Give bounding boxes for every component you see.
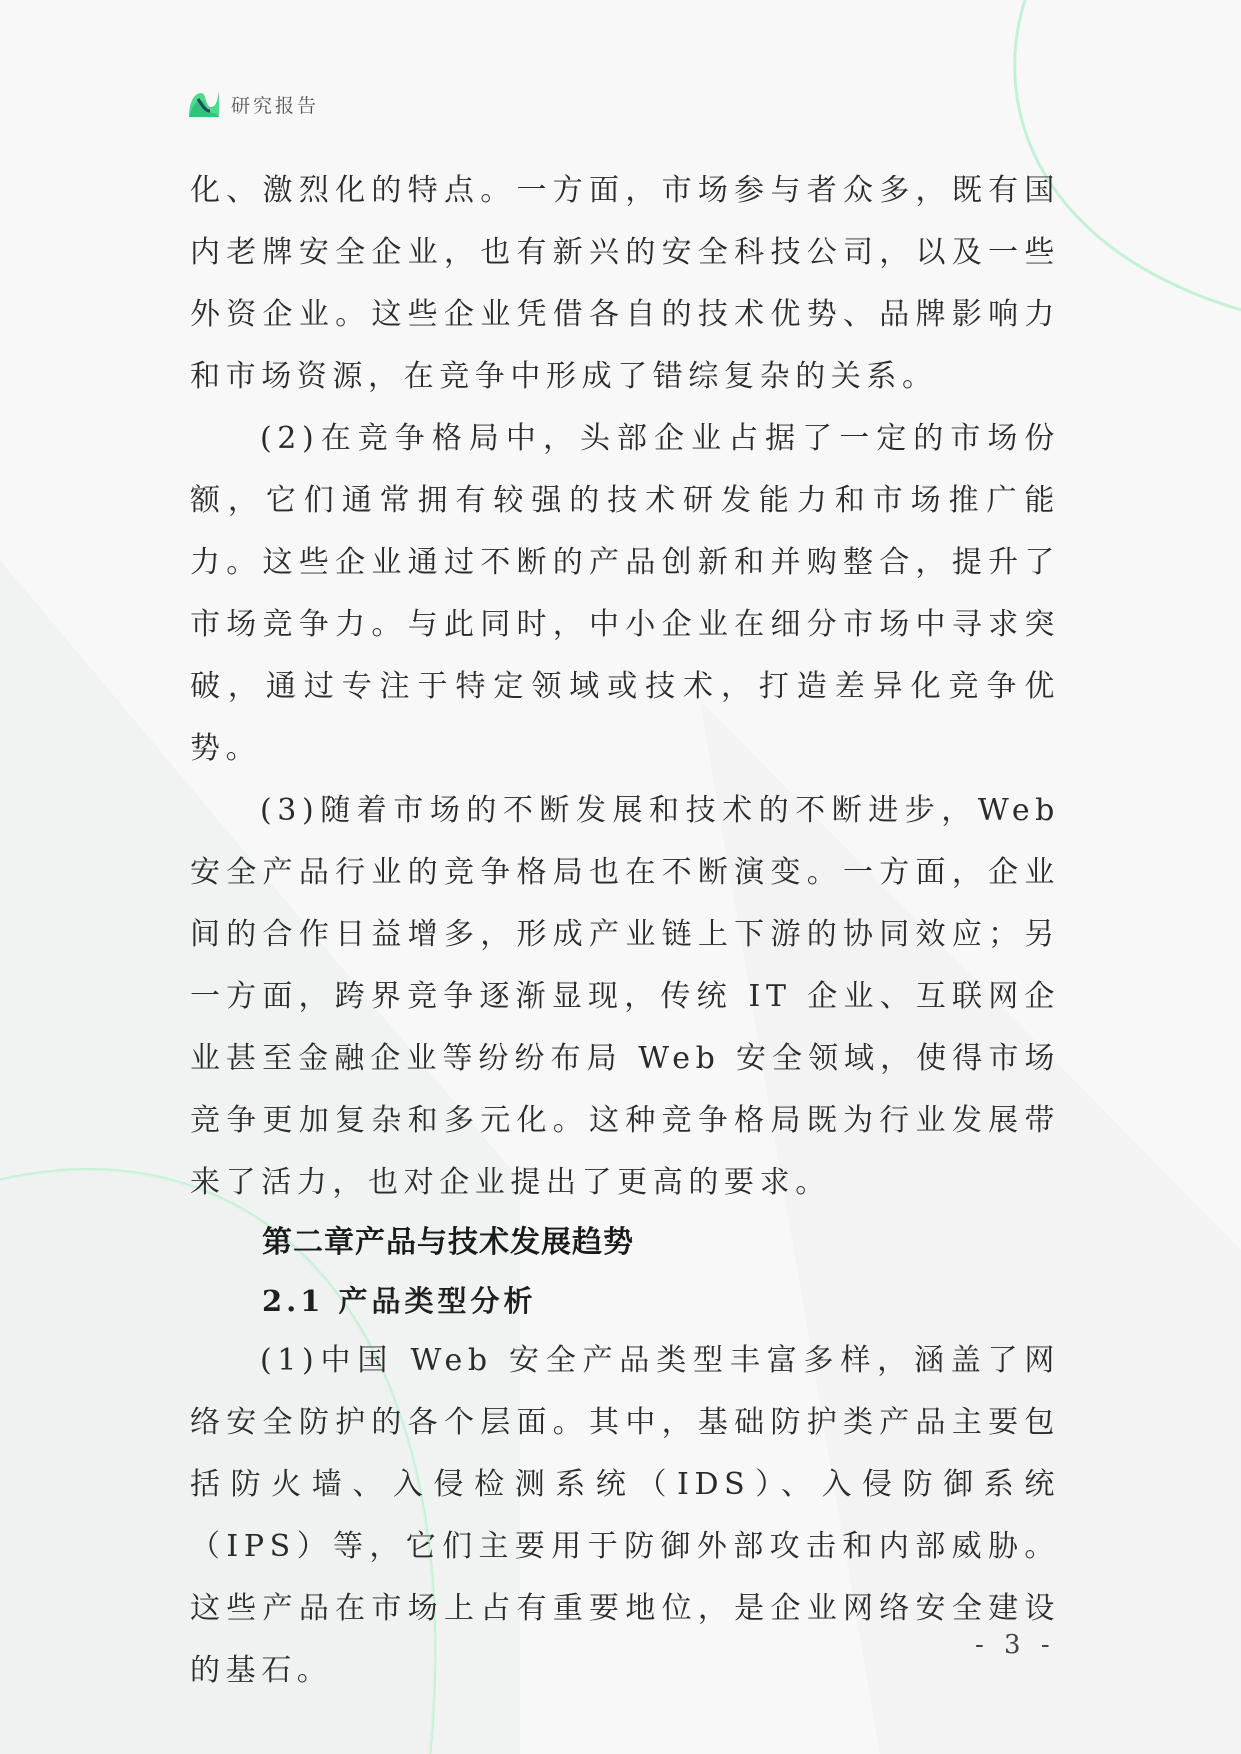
chapter-title: 第二章产品与技术发展趋势 bbox=[262, 1225, 634, 1260]
brand-logo-icon bbox=[185, 87, 223, 121]
paragraph-2: (2)在竞争格局中，头部企业占据了一定的市场份额，它们通常拥有较强的技术研发能力和市场推广能力。这些企业通过不断的产品创新和并购整合，提升了市场竞争力。与此同时，中小企业在细分市场中寻求突破，通过专注于特定领域或技术，打造差异化竞争优势。 bbox=[190, 421, 1060, 766]
paragraph-continuation: 化、激烈化的特点。一方面，市场参与者众多，既有国内老牌安全企业，也有新兴的安全科技公司，以及一些外资企业。这些企业凭借各自的技术优势、品牌影响力和市场资源，在竞争中形成了错综复杂的关系。 bbox=[190, 173, 1060, 394]
page-number: - 3 - bbox=[975, 1630, 1056, 1660]
paragraph-3: (3)随着市场的不断发展和技术的不断进步，Web 安全产品行业的竞争格局也在不断演变。一方面，企业间的合作日益增多，形成产业链上下游的协同效应；另一方面，跨界竞争逐渐显现，传统 IT 企业、互联网企业甚至金融企业等纷纷布局 Web 安全领域，使得市场竞争更加复杂和多元化。这种竞争格局既为行业发展带来了活力，也对企业提出了更高的要求。 bbox=[190, 793, 1060, 1200]
document-body bbox=[190, 160, 1060, 1702]
report-header bbox=[185, 87, 319, 121]
brand-label: 研究报告 bbox=[231, 94, 320, 117]
section-paragraph-1: (1)中国 Web 安全产品类型丰富多样，涵盖了网络安全防护的各个层面。其中，基础防护类产品主要包括防火墙、入侵检测系统（IDS）、入侵防御系统（IPS）等，它们主要用于防御外部攻击和内部威胁。这些产品在市场上占有重要地位，是企业网络安全建设的基石。 bbox=[190, 1343, 1060, 1688]
section-title: 2.1 产品类型分析 bbox=[262, 1284, 537, 1318]
